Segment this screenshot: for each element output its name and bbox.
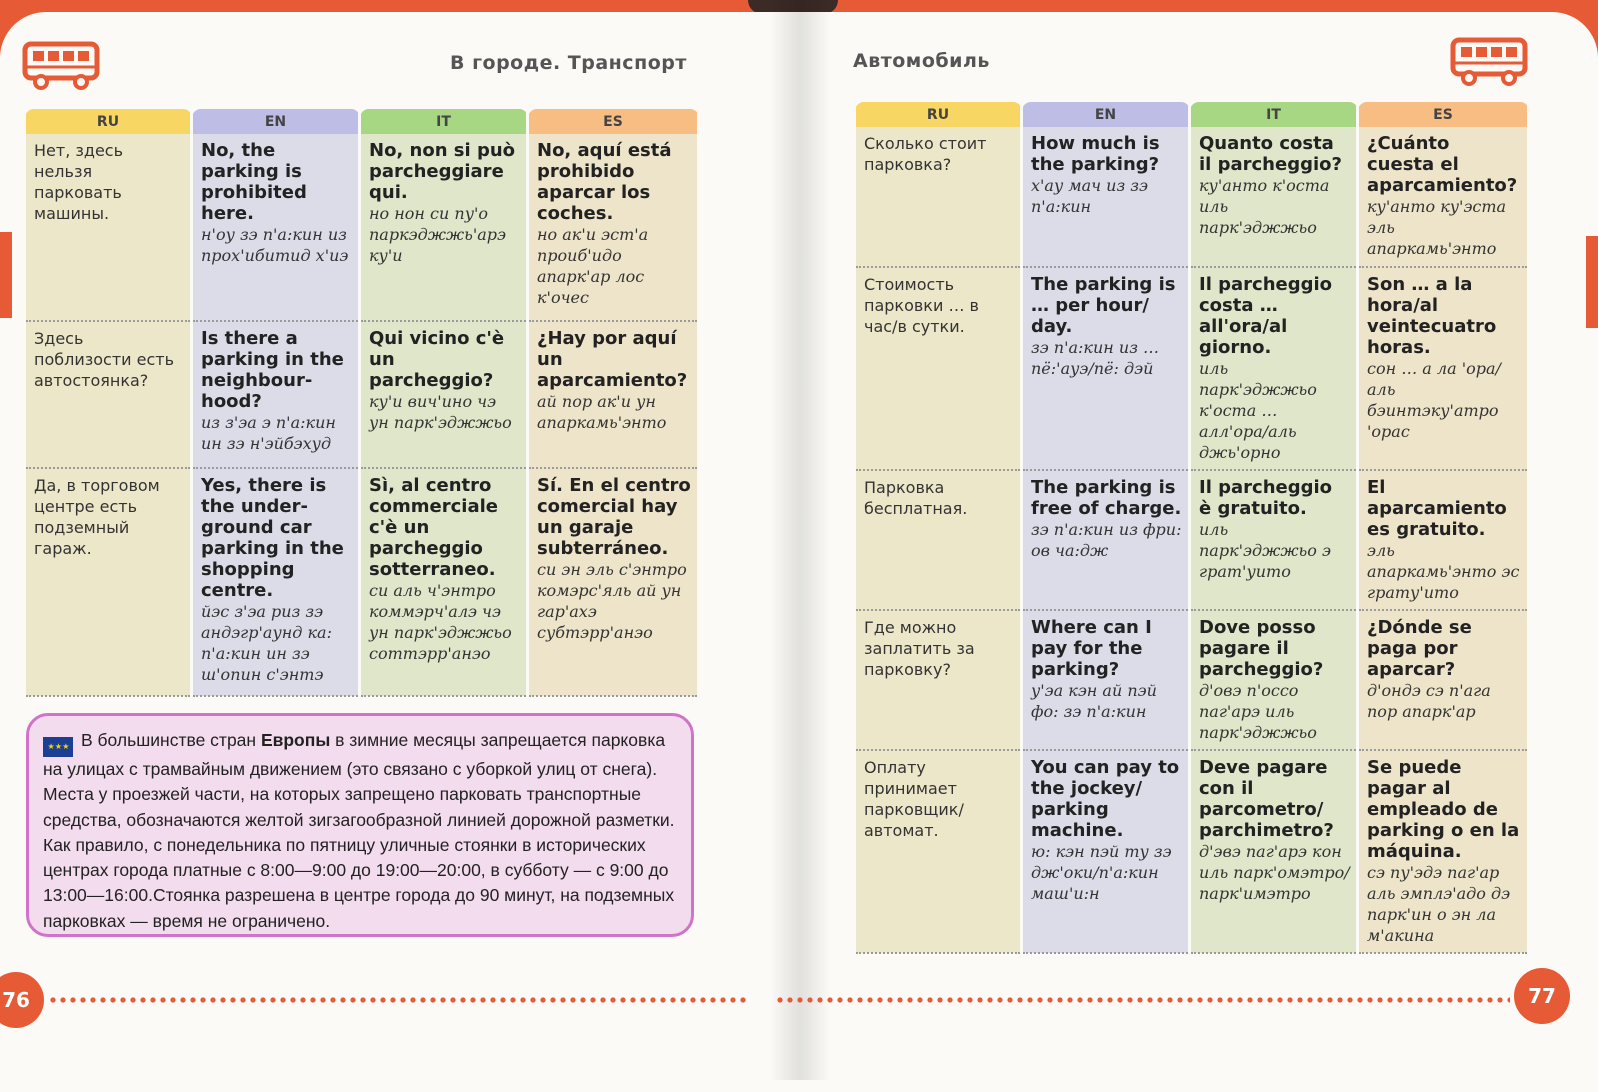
column-header-en: EN — [1022, 102, 1190, 127]
phrase: No, non si può parcheggiare qui. — [369, 140, 516, 203]
it-cell — [1190, 610, 1358, 750]
transliteration: д'ондэ сэ п'ага пор апарк'ар — [1367, 681, 1491, 721]
transliteration: сэ пу'эдэ паг'ар аль эмплэ'адо дэ парк'ин о эн ла м'акина — [1367, 863, 1511, 945]
transliteration: йэс з'эа риз зэ андэгр'аунд ка: п'а:кин ин зэ ш'опин с'энтэ — [201, 602, 332, 684]
transliteration: си аль ч'энтро коммэрч'алэ чэ ун парк'эджжьо соттэрр'анэо — [369, 581, 512, 663]
phrase: Qui vicino c'è un parcheggio? — [369, 328, 505, 391]
transliteration: из з'эа э п'а:кин ин зэ н'эйбэхуд — [201, 413, 336, 453]
phrase: Il parcheggio è gratuito. — [1199, 477, 1333, 519]
left-page-title: В городе. Транспорт — [450, 52, 687, 74]
en-cell — [192, 321, 360, 468]
ru-cell: Где можно заплатить за парковку? — [855, 610, 1022, 750]
ru-cell: Здесь поблизости есть автостоянка? — [25, 321, 192, 468]
es-cell — [1358, 127, 1529, 267]
table-row — [855, 750, 1529, 953]
phrase: Il parcheggio costa … all'ora/al giorno. — [1199, 274, 1333, 358]
column-header-it: IT — [1190, 102, 1358, 127]
en-cell — [1022, 470, 1190, 610]
it-cell — [1190, 470, 1358, 610]
note-bold: Европы — [260, 730, 331, 750]
phrase: The parking is free of charge. — [1031, 477, 1182, 519]
ru-cell: Сколько стоит парковка? — [855, 127, 1022, 267]
table-row — [855, 470, 1529, 610]
column-header-es: ES — [528, 109, 699, 134]
phrase: Sí. En el centro comercial hay un garaje subterráneo. — [537, 475, 691, 559]
phrase: Yes, there is the under-ground car parking in the shopping centre. — [201, 475, 344, 601]
transliteration: эль апаркамь'энто эс грату'ито — [1367, 541, 1520, 602]
left-page-number: 76 — [0, 972, 44, 1028]
phrase: Where can I pay for the parking? — [1031, 617, 1152, 680]
en-cell — [1022, 127, 1190, 267]
transliteration: зэ п'а:кин из … пё:'ауэ/пё: дэй — [1031, 338, 1160, 378]
ru-cell: Да, в торговом центре есть подземный гараж. — [25, 468, 192, 696]
transliteration: сон … а ла 'ора/аль бэинтэку'атро 'орас — [1367, 359, 1501, 441]
phrase: Dove posso pagare il parcheggio? — [1199, 617, 1324, 680]
ru-cell: Оплату принимает парковщик/ автомат. — [855, 750, 1022, 953]
transliteration: х'ау мач из зэ п'а:кин — [1031, 176, 1148, 216]
es-cell — [528, 468, 699, 696]
transliteration: д'овэ п'оссо паг'арэ иль парк'эджжьо — [1199, 681, 1317, 742]
en-cell — [192, 134, 360, 321]
transliteration: зэ п'а:кин из фри: ов ча:дж — [1031, 520, 1182, 560]
it-cell — [1190, 267, 1358, 470]
column-header-es: ES — [1358, 102, 1529, 127]
transliteration: иль парк'эджжьо к'оста … алл'ора/аль джь'орно — [1199, 359, 1317, 462]
es-cell — [1358, 610, 1529, 750]
transliteration: ю: кэн пэй ту зэ дж'оки/п'а:кин маш'и:н — [1031, 842, 1172, 903]
table-row — [25, 134, 699, 321]
en-cell — [1022, 610, 1190, 750]
left-section-tab — [0, 232, 12, 318]
table-row — [25, 468, 699, 696]
table-row — [855, 127, 1529, 267]
it-cell — [1190, 750, 1358, 953]
phrase: ¿Dónde se paga por aparcar? — [1367, 617, 1472, 680]
es-cell — [528, 134, 699, 321]
en-cell — [1022, 750, 1190, 953]
transliteration: но нон си пу'о паркэджжь'арэ ку'и — [369, 204, 506, 265]
phrase: Is there a parking in the neighbour-hood? — [201, 328, 344, 412]
left-phrase-table — [23, 109, 700, 697]
transliteration: д'эвэ паг'арэ кон иль парк'омэтро/ парк'имэтро — [1199, 842, 1350, 903]
phrase: You can pay to the jockey/ parking machine. — [1031, 757, 1180, 841]
column-header-it: IT — [360, 109, 528, 134]
it-cell — [360, 134, 528, 321]
note-lead: В большинстве стран — [81, 730, 261, 750]
transliteration: ку'анто ку'эста эль апаркамь'энто — [1367, 197, 1507, 258]
phrase: ¿Cuánto cuesta el aparcamiento? — [1367, 133, 1518, 196]
transliteration: ку'и вич'ино чэ ун парк'эджжьо — [369, 392, 512, 432]
transliteration: у'эа кэн ай пэй фо: зэ п'а:кин — [1031, 681, 1157, 721]
right-dotted-rule — [775, 996, 1510, 1004]
en-cell — [1022, 267, 1190, 470]
ru-cell: Парковка бесплатная. — [855, 470, 1022, 610]
right-section-tab — [1586, 236, 1598, 328]
bus-icon — [22, 40, 100, 90]
note-text: в зимние месяцы запрещается парковка на улицах с трамвайным движением (это связано с уборкой улиц от снега). Места у проезжей части, на которых запрещено парковать транспортные средства, обозначаются желтой зигзагообразной линией дорожной разметки. Как правило, с понедельника по пятницу уличные стоянки в исторических центрах города платные с 8:00—9:00 до 19:00—20:00, в субботу — с 9:00 до 13:00—16:00.Стоянка разрешена в центре города до 90 минут, на подземных парковках — время не ограничено. — [43, 730, 675, 931]
transliteration: ку'анто к'оста иль парк'эджжьо — [1199, 176, 1330, 237]
en-cell — [192, 468, 360, 696]
bus-icon — [1450, 36, 1528, 86]
transliteration: ай пор ак'и ун апаркамь'энто — [537, 392, 667, 432]
eu-flag-icon: ★ ★ ★ — [43, 737, 73, 757]
transliteration: но ак'и эст'а проиб'идо апарк'ар лос к'очес — [537, 225, 649, 307]
it-cell — [360, 468, 528, 696]
phrase: El aparcamiento es gratuito. — [1367, 477, 1507, 540]
phrase: Son … a la hora/al veinteсuatro horas. — [1367, 274, 1497, 358]
es-cell — [1358, 470, 1529, 610]
phrase: No, the parking is prohibited here. — [201, 140, 307, 224]
phrase: No, aquí está prohibido aparcar los coches. — [537, 140, 672, 224]
ru-cell: Стоимость парковки … в час/в сутки. — [855, 267, 1022, 470]
phrase: The parking is … per hour/ day. — [1031, 274, 1176, 337]
table-row — [25, 321, 699, 468]
right-page-number: 77 — [1514, 968, 1570, 1024]
it-cell — [1190, 127, 1358, 267]
phrase: ¿Hay por aquí un aparcamiento? — [537, 328, 688, 391]
left-dotted-rule — [48, 996, 748, 1004]
transliteration: иль парк'эджжьо э грат'уито — [1199, 520, 1331, 581]
es-cell — [528, 321, 699, 468]
es-cell — [1358, 750, 1529, 953]
column-header-ru: RU — [25, 109, 192, 134]
transliteration: си эн эль с'энтро комэрс'яль ай ун гар'ахэ субтэрр'анэо — [537, 560, 687, 642]
column-header-ru: RU — [855, 102, 1022, 127]
phrase: Deve pagare con il parcometro/ parchimetro? — [1199, 757, 1334, 841]
info-note — [26, 713, 694, 937]
table-row — [855, 610, 1529, 750]
transliteration: н'оу зэ п'а:кин из прох'ибитид х'иэ — [201, 225, 349, 265]
column-header-en: EN — [192, 109, 360, 134]
table-row — [855, 267, 1529, 470]
phrase: Se puede pagar al empleado de parking o en la máquina. — [1367, 757, 1520, 862]
es-cell — [1358, 267, 1529, 470]
phrase: How much is the parking? — [1031, 133, 1160, 175]
it-cell — [360, 321, 528, 468]
phrase: Quanto costa il parcheggio? — [1199, 133, 1342, 175]
phrase: Sì, al centro commerciale c'è un parcheggio sotterraneo. — [369, 475, 498, 580]
ru-cell: Нет, здесь нельзя парковать машины. — [25, 134, 192, 321]
right-page-title: Автомобиль — [853, 50, 990, 72]
right-phrase-table — [853, 102, 1530, 954]
